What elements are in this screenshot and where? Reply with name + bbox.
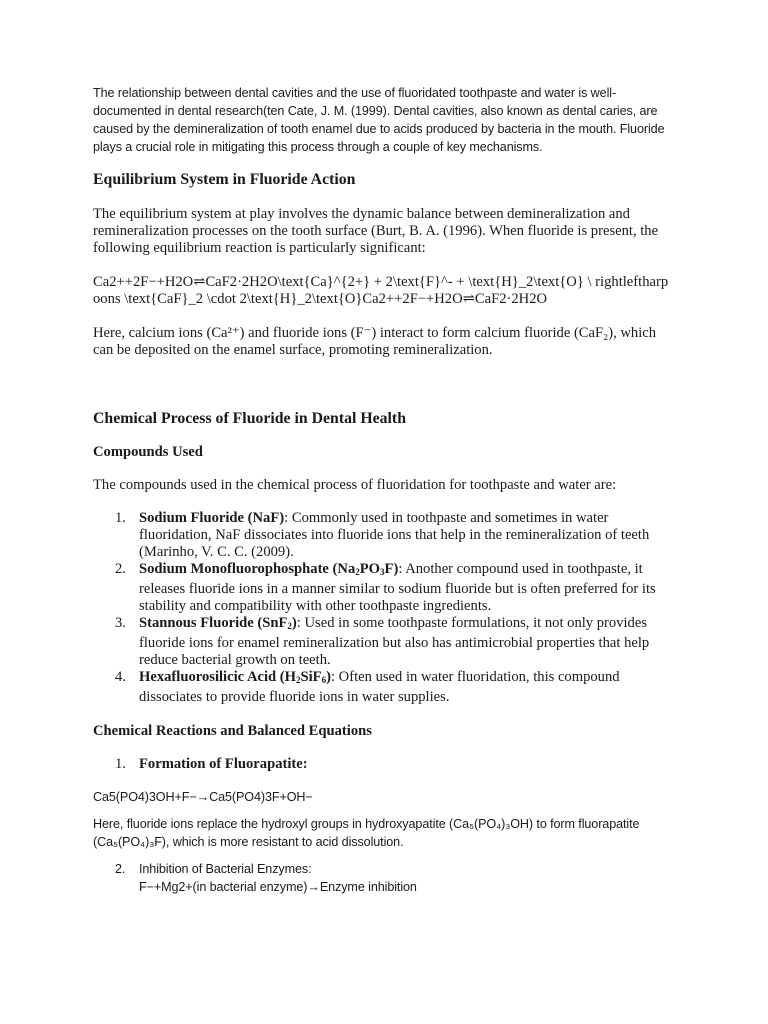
subheading-reactions: Chemical Reactions and Balanced Equations bbox=[93, 723, 372, 739]
compound-description: : Another compound used in toothpaste, it releases fluoride ions in a manner similar to sodium fluoride but is often preferred for its stability and compatibility with other toothpaste ingredients. bbox=[139, 561, 656, 614]
compound-description: : Often used in water fluoridation, this compound dissociates to provide fluoride ions in water supplies. bbox=[139, 669, 620, 705]
ions-paragraph: Here, calcium ions (Ca²⁺) and fluoride ions (F⁻) interact to form calcium fluoride (CaF₂), which can be deposited on the enamel surface, promoting remineralization. bbox=[93, 325, 657, 358]
list-number: 3. bbox=[115, 615, 126, 631]
subheading-compounds: Compounds Used bbox=[93, 444, 203, 460]
list-item bbox=[93, 510, 673, 561]
list-item bbox=[93, 860, 673, 896]
list-number: 2. bbox=[115, 561, 126, 577]
list-item bbox=[93, 561, 673, 615]
fluorapatite-paragraph: Here, fluoride ions replace the hydroxyl groups in hydroxyapatite (Ca₅(PO₄)₃OH) to form fluorapatite (Ca₅(PO₄)₃F), which is more resistant to acid dissolution. bbox=[93, 817, 640, 849]
list-number: 2. bbox=[115, 862, 126, 876]
reaction-title: Formation of Fluorapatite: bbox=[139, 756, 308, 772]
reaction-title: Inhibition of Bacterial Enzymes: bbox=[139, 862, 312, 876]
list-item bbox=[93, 615, 673, 669]
equilibrium-equation: Ca2++2F−+H2O⇌CaF2·2H2O\text{Ca}^{2+} + 2\text{F}^- + \text{H}_2\text{O} \ rightleftharpoons \text{CaF}_2 \cdot 2\text{H}_2\text{O}Ca2++2F−+H2O⇌CaF2·2H2O bbox=[93, 274, 669, 307]
compound-name: Hexafluorosilicic Acid $(H_2SiF_6)$ bbox=[139, 669, 331, 685]
list-number: 1. bbox=[115, 756, 126, 772]
enzyme-inhibition-equation: F−+Mg2+(in bacterial enzyme)→Enzyme inhibition bbox=[139, 880, 417, 894]
section-heading-equilibrium: Equilibrium System in Fluoride Action bbox=[93, 171, 356, 188]
fluorapatite-equation: Ca5(PO4)3OH+F−→Ca5(PO4)3F+OH− bbox=[93, 790, 313, 804]
compound-name: Stannous Fluoride (SnF$_2$) bbox=[139, 615, 297, 631]
list-item bbox=[93, 669, 673, 706]
reactions-list bbox=[93, 756, 673, 773]
list-item bbox=[93, 756, 673, 773]
list-number: 1. bbox=[115, 510, 126, 526]
intro-paragraph: The relationship between dental cavities and the use of fluoridated toothpaste and water is well-documented in dental research(ten Cate, J. M. (1999). Dental cavities, also known as dental caries, are caused by the demineralization of tooth enamel due to acids produced by bacteria in the mouth. Fluoride plays a crucial role in mitigating this process through a couple of key mechanisms. bbox=[93, 86, 665, 154]
equilibrium-paragraph: The equilibrium system at play involves the dynamic balance between demineralization and remineralization processes on the tooth surface (Burt, B. A. (1996). When fluoride is present, the following equilibrium reaction is particularly significant: bbox=[93, 206, 659, 256]
list-number: 4. bbox=[115, 669, 126, 685]
compound-name: Sodium Monofluorophosphate $(Na_2PO_3F)$ bbox=[139, 561, 399, 577]
document-page bbox=[93, 84, 673, 896]
compound-description: : Used in some toothpaste formulations, it not only provides fluoride ions for enamel remineralization but also has antimicrobial properties that help reduce bacterial growth on teeth. bbox=[139, 615, 650, 668]
compound-name: Sodium Fluoride (NaF) bbox=[139, 510, 285, 526]
compound-description: : Commonly used in toothpaste and sometimes in water fluoridation, NaF dissociates into fluoride ions that help in the remineralization of teeth (Marinho, V. C. C. (2009). bbox=[139, 510, 650, 560]
reactions-list-continued bbox=[93, 860, 673, 896]
section-heading-chemical-process: Chemical Process of Fluoride in Dental Health bbox=[93, 410, 406, 427]
compounds-intro: The compounds used in the chemical process of fluoridation for toothpaste and water are: bbox=[93, 477, 617, 493]
compounds-list bbox=[93, 510, 673, 706]
